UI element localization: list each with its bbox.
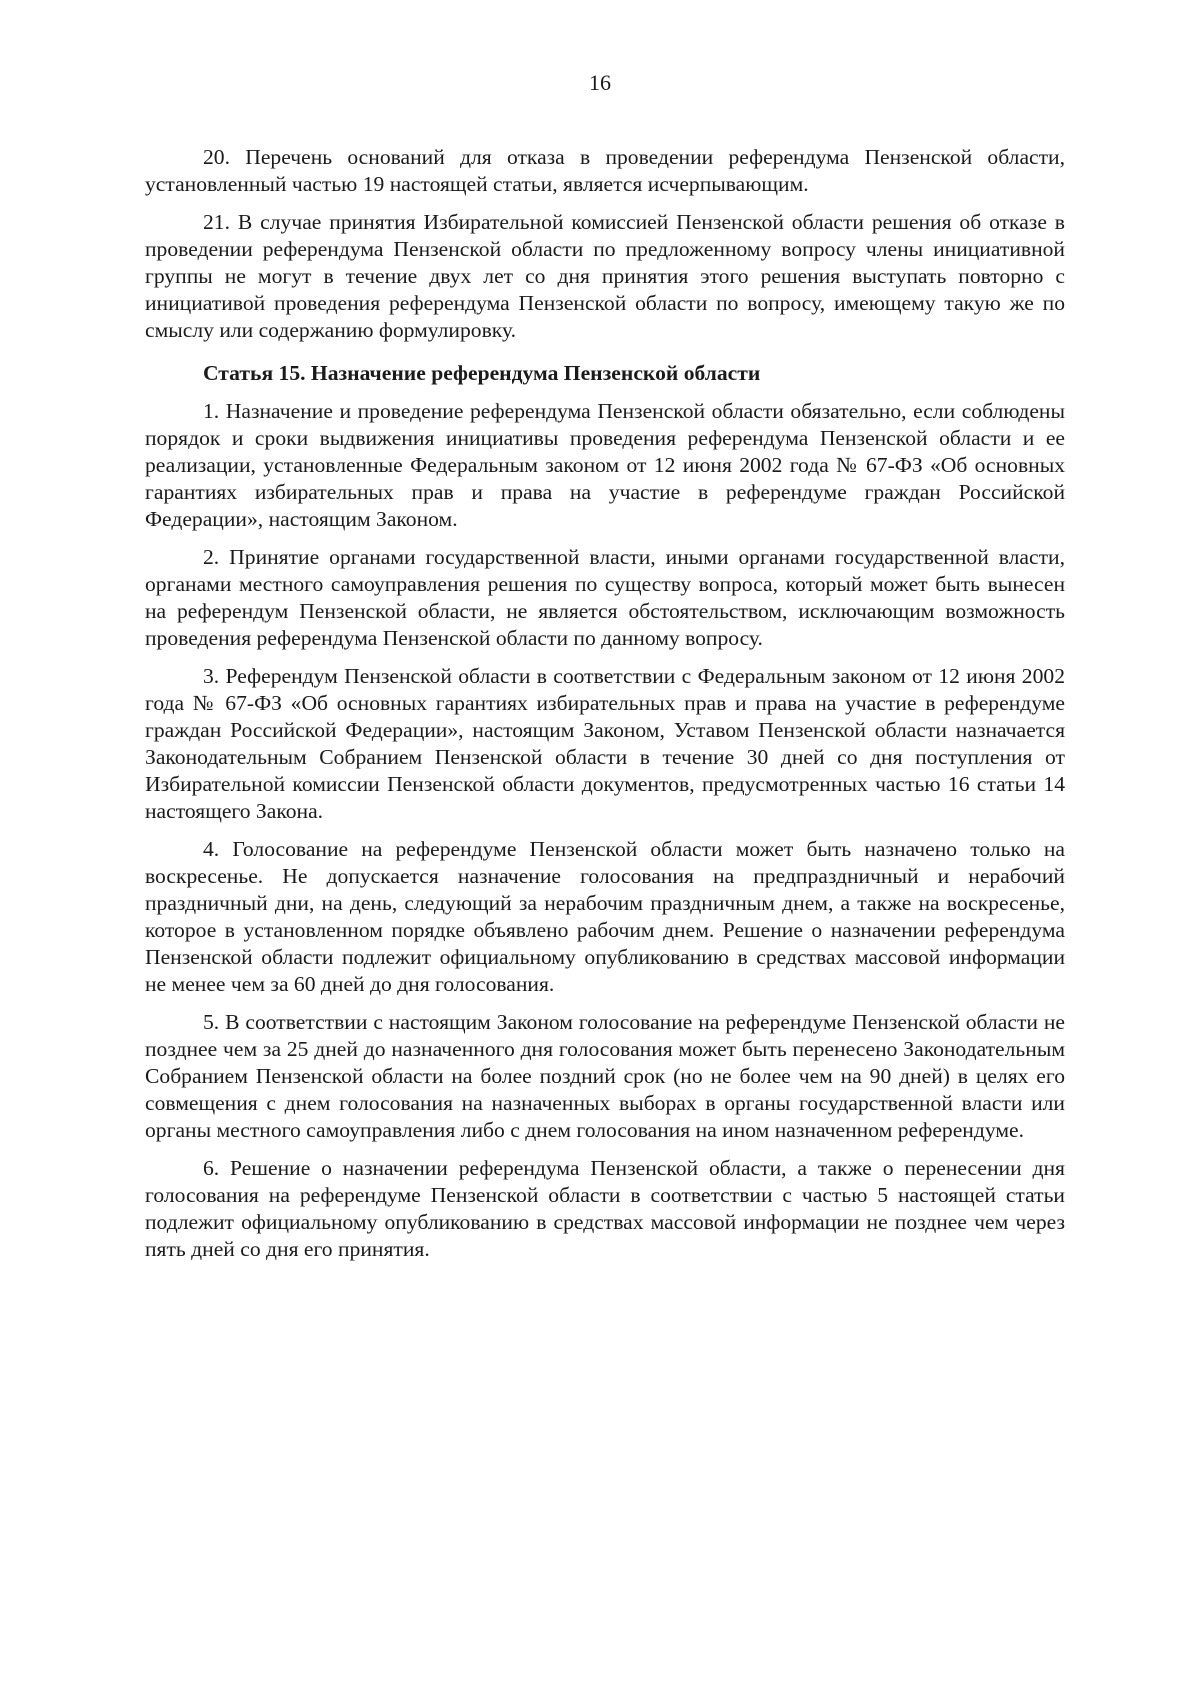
page-number: 16: [589, 70, 611, 95]
article-paragraph-4: 4. Голосование на референдуме Пензенской области может быть назначено только на воскресенье. Не допускается назначение голосования на предпраздничный и нерабочий праздничный дни, на день, следующий за нерабочим праздничным днем, а также на воскресенье, которое в установленном порядке объявлено рабочим днем. Решение о назначении референдума Пензенской области подлежит официальному опубликованию в средствах массовой информации не менее чем за 60 дней до дня голосования.: [145, 837, 1065, 996]
article-paragraph-5: 5. В соответствии с настоящим Законом голосование на референдуме Пензенской области не позднее чем за 25 дней до назначенного дня голосования может быть перенесено Законодательным Собранием Пензенской области на более поздний срок (но не более чем на 90 дней) в целях его совмещения с днем голосования на назначенных выборах в органы государственной власти или органы местного самоуправления либо с днем голосования на ином назначенном референдуме.: [145, 1010, 1065, 1142]
paragraph-21: 21. В случае принятия Избирательной комиссией Пензенской области решения об отказе в проведении референдума Пензенской области по предложенному вопросу члены инициативной группы не могут в течение двух лет со дня принятия этого решения выступать повторно с инициативой проведения референдума Пензенской области по вопросу, имеющему такую же по смыслу или содержанию формулировку.: [145, 210, 1065, 342]
paragraph-20: 20. Перечень оснований для отказа в проведении референдума Пензенской области, установленный частью 19 настоящей статьи, является исчерпывающим.: [145, 145, 1065, 196]
article-heading: Статья 15. Назначение референдума Пензенской области: [203, 361, 761, 385]
article-paragraph-2: 2. Принятие органами государственной власти, иными органами государственной власти, органами местного самоуправления решения по существу вопроса, который может быть вынесен на референдум Пензенской области, не является обстоятельством, исключающим возможность проведения референдума Пензенской области по данному вопросу.: [145, 545, 1065, 650]
article-paragraph-3: 3. Референдум Пензенской области в соответствии с Федеральным законом от 12 июня 2002 года № 67-ФЗ «Об основных гарантиях избирательных прав и права на участие в референдуме граждан Российской Федерации», настоящим Законом, Уставом Пензенской области назначается Законодательным Собранием Пензенской области в течение 30 дней со дня поступления от Избирательной комиссии Пензенской области документов, предусмотренных частью 16 статьи 14 настоящего Закона.: [145, 664, 1065, 823]
article-paragraph-6: 6. Решение о назначении референдума Пензенской области, а также о перенесении дня голосования на референдуме Пензенской области в соответствии с частью 5 настоящей статьи подлежит официальному опубликованию в средствах массовой информации не позднее чем через пять дней со дня его принятия.: [145, 1156, 1065, 1261]
document-body: [145, 144, 1065, 1274]
article-paragraph-1: 1. Назначение и проведение референдума Пензенской области обязательно, если соблюдены порядок и сроки выдвижения инициативы проведения референдума Пензенской области и ее реализации, установленные Федеральным законом от 12 июня 2002 года № 67-ФЗ «Об основных гарантиях избирательных прав и права на участие в референдуме граждан Российской Федерации», настоящим Законом.: [145, 399, 1065, 531]
